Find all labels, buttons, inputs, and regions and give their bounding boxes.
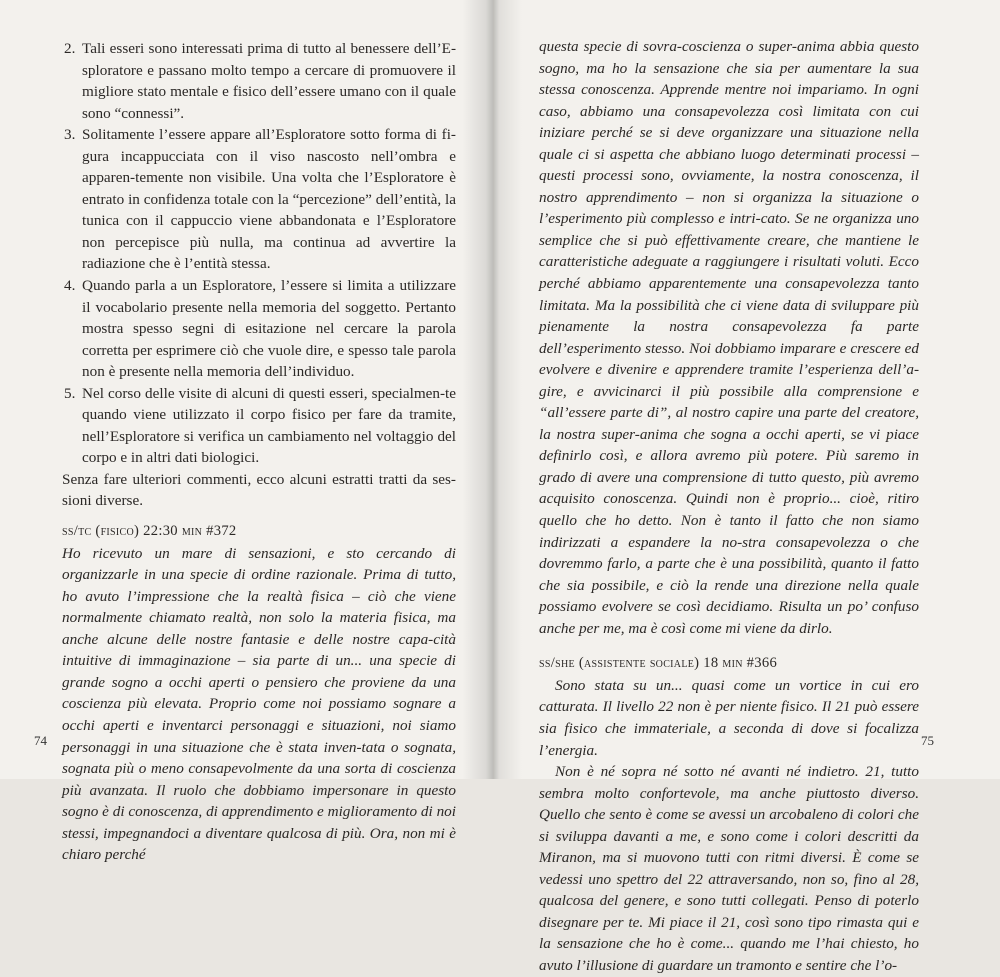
right-page-text [539,36,919,977]
left-page [0,0,487,864]
list-item [64,38,456,124]
page-number: 74 [34,733,47,748]
spacer [82,512,456,521]
right-page [487,0,1000,974]
spacer [539,639,919,653]
list-item-text: Quando parla a un Esploratore, l’essere si limita a utilizzare il vocabolario presente nella memoria del soggetto. Pertanto mostra spesso segni di esitazione nel cercare la parola corretta per esprimere ciò che vuole dire, e spesso tale parola non è presente nella memoria dell’individuo. [82,277,456,381]
session-transcript: Ho ricevuto un mare di sensazioni, e sto cercando di organizzarle in una specie di ordine razionale. Prima di tutto, ho avuto l’impressione che la realtà fisica – ciò che viene normalmente chiamato realtà, non solo la materia fisica, ma anche alcune delle nostre fantasie e delle nostre capa-cità intuitive di immaginazione – sia parte di un... una specie di grande sogno a occhi aperti o pensiero che proviene da una coscienza più elevata. Proprio come noi possiamo sognare a occhi aperti e inventarci personaggi e situazioni, noi siamo personaggi in una situazione che è stata inven-tata o sognata, sognata più o meno consapevolmente da una sorta di coscienza più avanzata. Il ruolo che dobbiamo impersonare in questo sogno è di conoscenza, di apprendimento e miglioramento di noi stessi, impegnandoci a diventare qualcosa di più. Ora, non mi è chiaro perché [62,544,456,864]
list-number: 5. [64,384,76,402]
page-number: 75 [921,733,934,748]
session-transcript-continued: questa specie di sovra-coscienza o super-anima abbia questo sogno, ma ho la sensazione che sia per aumentare la sua stessa conoscenza. Apprende mentre noi impariamo. In ogni caso, abbiamo una consapevolezza così limitata con cui iniziare perché se si deve organizzare una situazione nella quale ci si aspetta che abbiano luogo determinati processi – questi processi sono, ovviamente, la nostra conoscenza, il nostro apprendimento – non si organizza la situazione o l’esperimento più complesso e intri-cato. Se ne organizza uno semplice che si può effettivamente creare, che mantiene le caratteristiche adeguate a raggiungere i risultati voluti. Ecco perché abbiamo apparentemente una consapevolezza tanto limitata. Ma la possibilità che ci viene data di sviluppare più pienamente la nostra consapevolezza fa parte dell’esperimento stesso. Noi dobbiamo imparare e crescere ed evolvere e divenire e apprendere tramite l’esperienza dell’a-gire, e avvicinarci il più possibile alla comprensione e “all’essere parte di”, al nostro capire una parte del creatore, la nostra super-anima che sogna a occhi aperti, se vi piace definirlo così, e allora avremo più potere. Più saremo in grado di avere una comprensione di tutto questo, più avremo acquisito conoscenza. Quindi non è proprio... cioè, ritiro quello che ho detto. Non è tanto il fatto che non siamo indirizzati a espandere la no-stra consapevolezza o che dovremmo farlo, a parte che è una possibilità, quanto il fatto che sia possibile, e ciò la rende una direzione nella quale possiamo evolvere se così decidiamo. Risulta un po’ confuso anche per me, ma è così come mi viene da dirlo. [539,38,919,637]
session-paragraph: Sono stata su un... quasi come un vortice in cui ero catturata. Il livello 22 non è per niente fisico. Il 21 può essere sia fisico che immateriale, a seconda di dove si focalizza l’energia. [539,676,919,759]
list-item [64,275,456,383]
session-heading: ss/she (assistente sociale) 18 min #366 [539,655,778,672]
list-item-text: Tali esseri sono interessati prima di tutto al benessere dell’E-sploratore e passano molto tempo a cercare di promuovere il migliore stato mentale e fisico dell’essere umano con il quale sono “connessi”. [82,40,456,122]
numbered-list [64,38,456,469]
session-heading: ss/tc (fisico) 22:30 min #372 [62,523,237,540]
list-item-text: Nel corso delle visite di alcuni di questi esseri, specialmen-te quando viene utilizzato il corpo fisico per fare da tramite, nell’Esploratore si verifica un cambiamento nel voltaggio del corpo e in altri dati biologici. [82,384,456,467]
list-item-text: Solitamente l’essere appare all’Esploratore sotto forma di fi-gura incappucciata con il viso nascosto nell’ombra e apparen-temente non visibile. Una volta che l’Esploratore è entrato in confidenza totale con la “percezione” dell’entità, la tunica con il cappuccio viene abbandonata e l’Esploratore non percepisce più nulla, ma continua ad avvertire la radiazione che è l’entità stessa. [82,126,456,273]
list-number: 2. [64,40,76,57]
list-number: 4. [64,277,76,295]
list-item [64,383,456,469]
list-number: 3. [64,126,76,144]
list-item [64,124,456,275]
session-paragraph: Non è né sopra né sotto né avanti né indietro. 21, tutto sembra molto confortevole, ma anche piuttosto diverso. Quello che sento è come se avessi un arcobaleno di colori che si sviluppa davanti a me, e sono come i colori descritti da Miranon, ma si muovono tutti con ritmi diversi. È come se vedessi uno spettro del 22 attraversando, non so, fino al 28, qualcosa del genere, e sono tutti collegati. Penso di poterlo disegnare per te. Mi piace il 21, così sono tipo rimasta qui e la sensazione che ho è come... quando me l’hai chiesto, ho avuto l’illusione di guardare un tramonto e sentire che l’o- [539,763,919,974]
intro-paragraph: Senza fare ulteriori commenti, ecco alcuni estratti tratti da ses-sioni diverse. [62,470,456,510]
left-page-text [62,38,456,866]
